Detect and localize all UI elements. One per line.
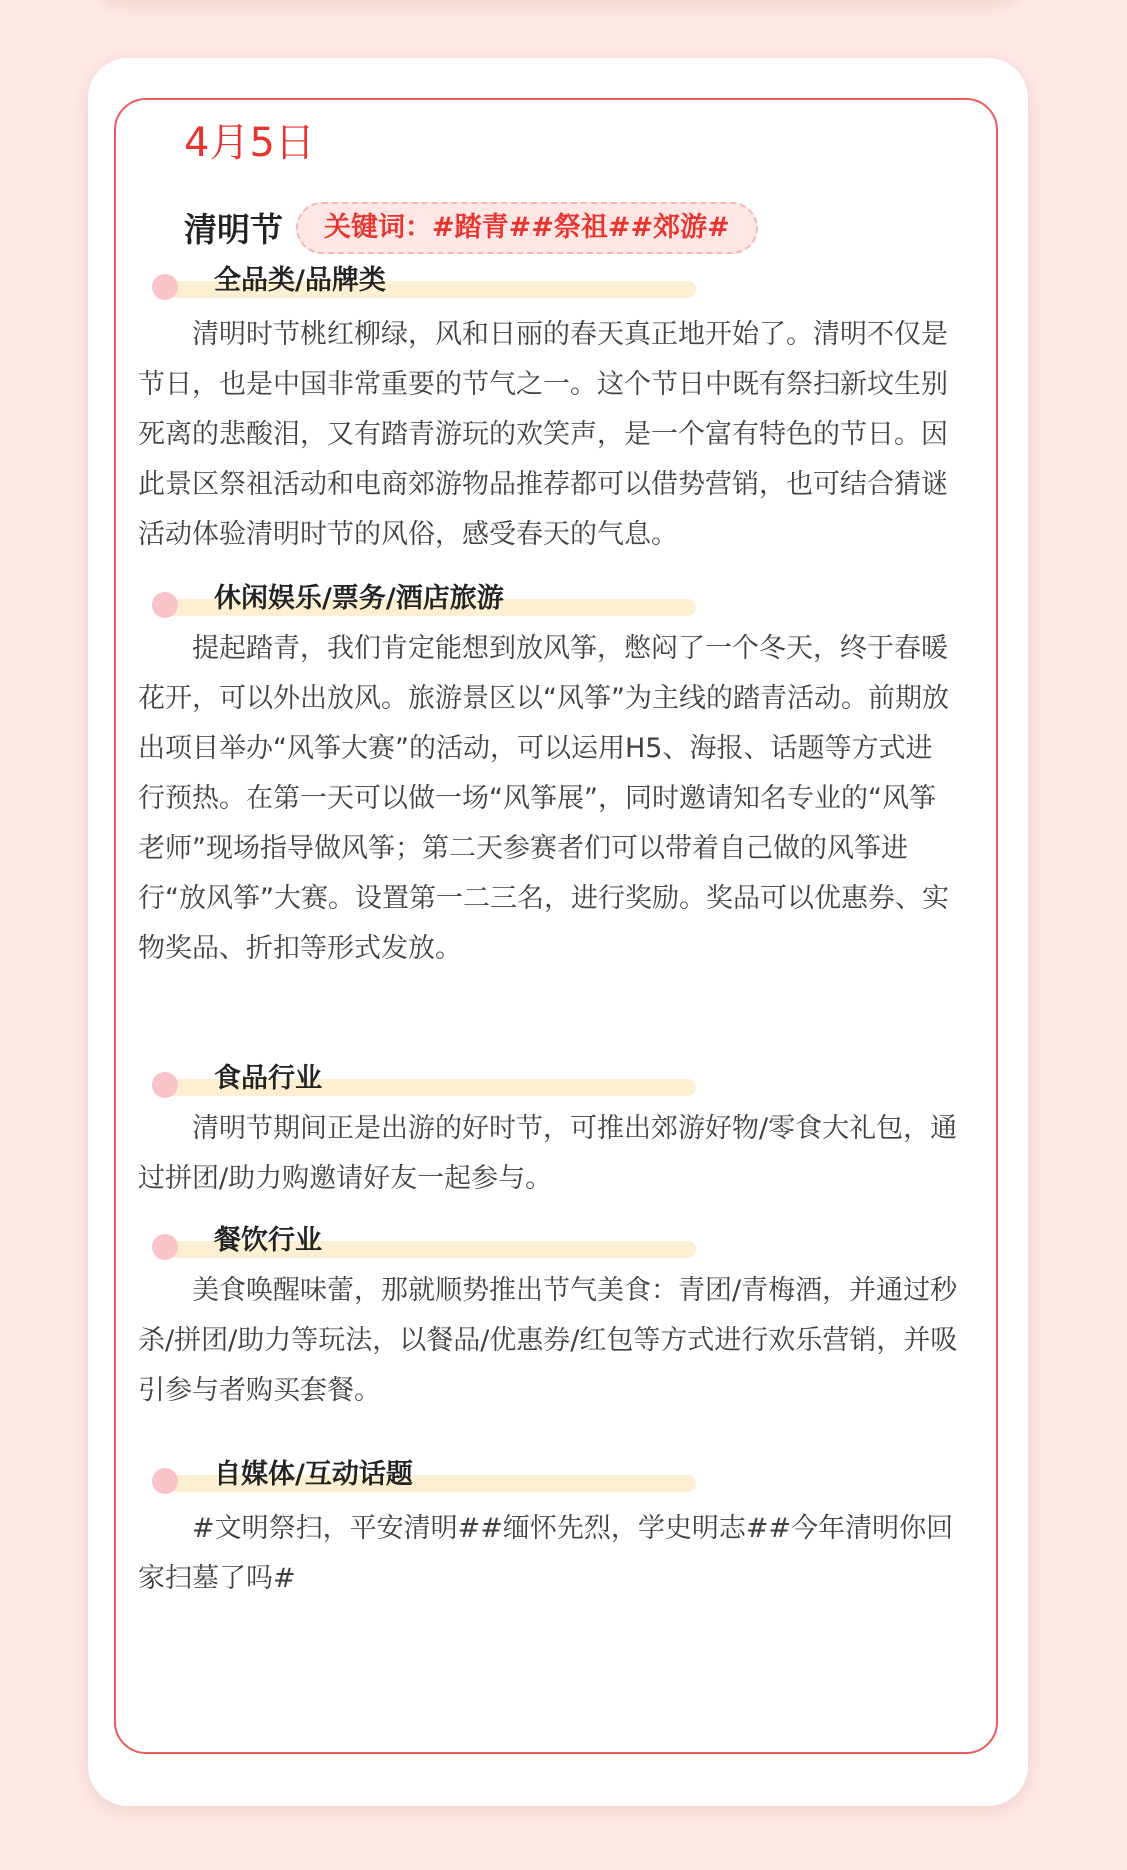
section-text-catering: 美食唤醒味蕾，那就顺势推出节气美食：青团/青梅酒，并通过秒杀/拼团/助力等玩法，以餐品/优惠券/红包等方式进行欢乐营销，并吸引参与者购买套餐。 [138,1275,958,1406]
section-text-all-brands: 清明时节桃红柳绿，风和日丽的春天真正地开始了。清明不仅是节日，也是中国非常重要的节气之一。这个节日中既有祭扫新坟生别死离的悲酸泪，又有踏青游玩的欢笑声，是一个富有特色的节日。因此景区祭祖活动和电商郊游物品推荐都可以借势营销，也可结合猜谜活动体验清明时节的风俗，感受春天的气息。 [138,319,948,550]
festival-card [88,58,1028,1806]
section-dot-icon [152,1234,178,1260]
section-dot-icon [152,1468,178,1494]
section-title: 休闲娱乐/票务/酒店旅游 [214,583,504,614]
section-text-leisure-travel: 提起踏青，我们肯定能想到放风筝，憋闷了一个冬天，终于春暖花开，可以外出放风。旅游景区以“风筝”为主线的踏青活动。前期放出项目举办“风筝大赛”的活动，可以运用H5、海报、话题等方式进行预热。在第一天可以做一场“风筝展”，同时邀请知名专业的“风筝老师”现场指导做风筝；第二天参赛者们可以带着自己做的风筝进行“放风筝”大赛。设置第一二三名，进行奖励。奖品可以优惠券、实物奖品、折扣等形式发放。 [138,633,949,964]
section-header-self-media [152,1458,696,1492]
section-header-all-brands [152,264,696,298]
keywords-badge: 关键词：#踏青##祭祖##郊游# [296,202,758,254]
section-title: 食品行业 [214,1063,322,1094]
festival-title: 清明节 [184,210,283,249]
section-dot-icon [152,274,178,300]
section-header-food [152,1062,696,1096]
section-dot-icon [152,1072,178,1098]
section-dot-icon [152,592,178,618]
section-title: 自媒体/互动话题 [214,1459,413,1490]
date-label: 4月5日 [184,120,315,166]
card-inner-frame [114,98,998,1754]
section-title: 餐饮行业 [214,1225,322,1256]
section-text-self-media: #文明祭扫，平安清明##缅怀先烈，学史明志##今年清明你回家扫墓了吗# [138,1513,954,1594]
section-header-leisure-travel [152,582,696,616]
section-title: 全品类/品牌类 [214,265,386,296]
section-header-catering [152,1224,696,1258]
section-text-food: 清明节期间正是出游的好时节，可推出郊游好物/零食大礼包，通过拼团/助力购邀请好友一起参与。 [138,1113,958,1194]
